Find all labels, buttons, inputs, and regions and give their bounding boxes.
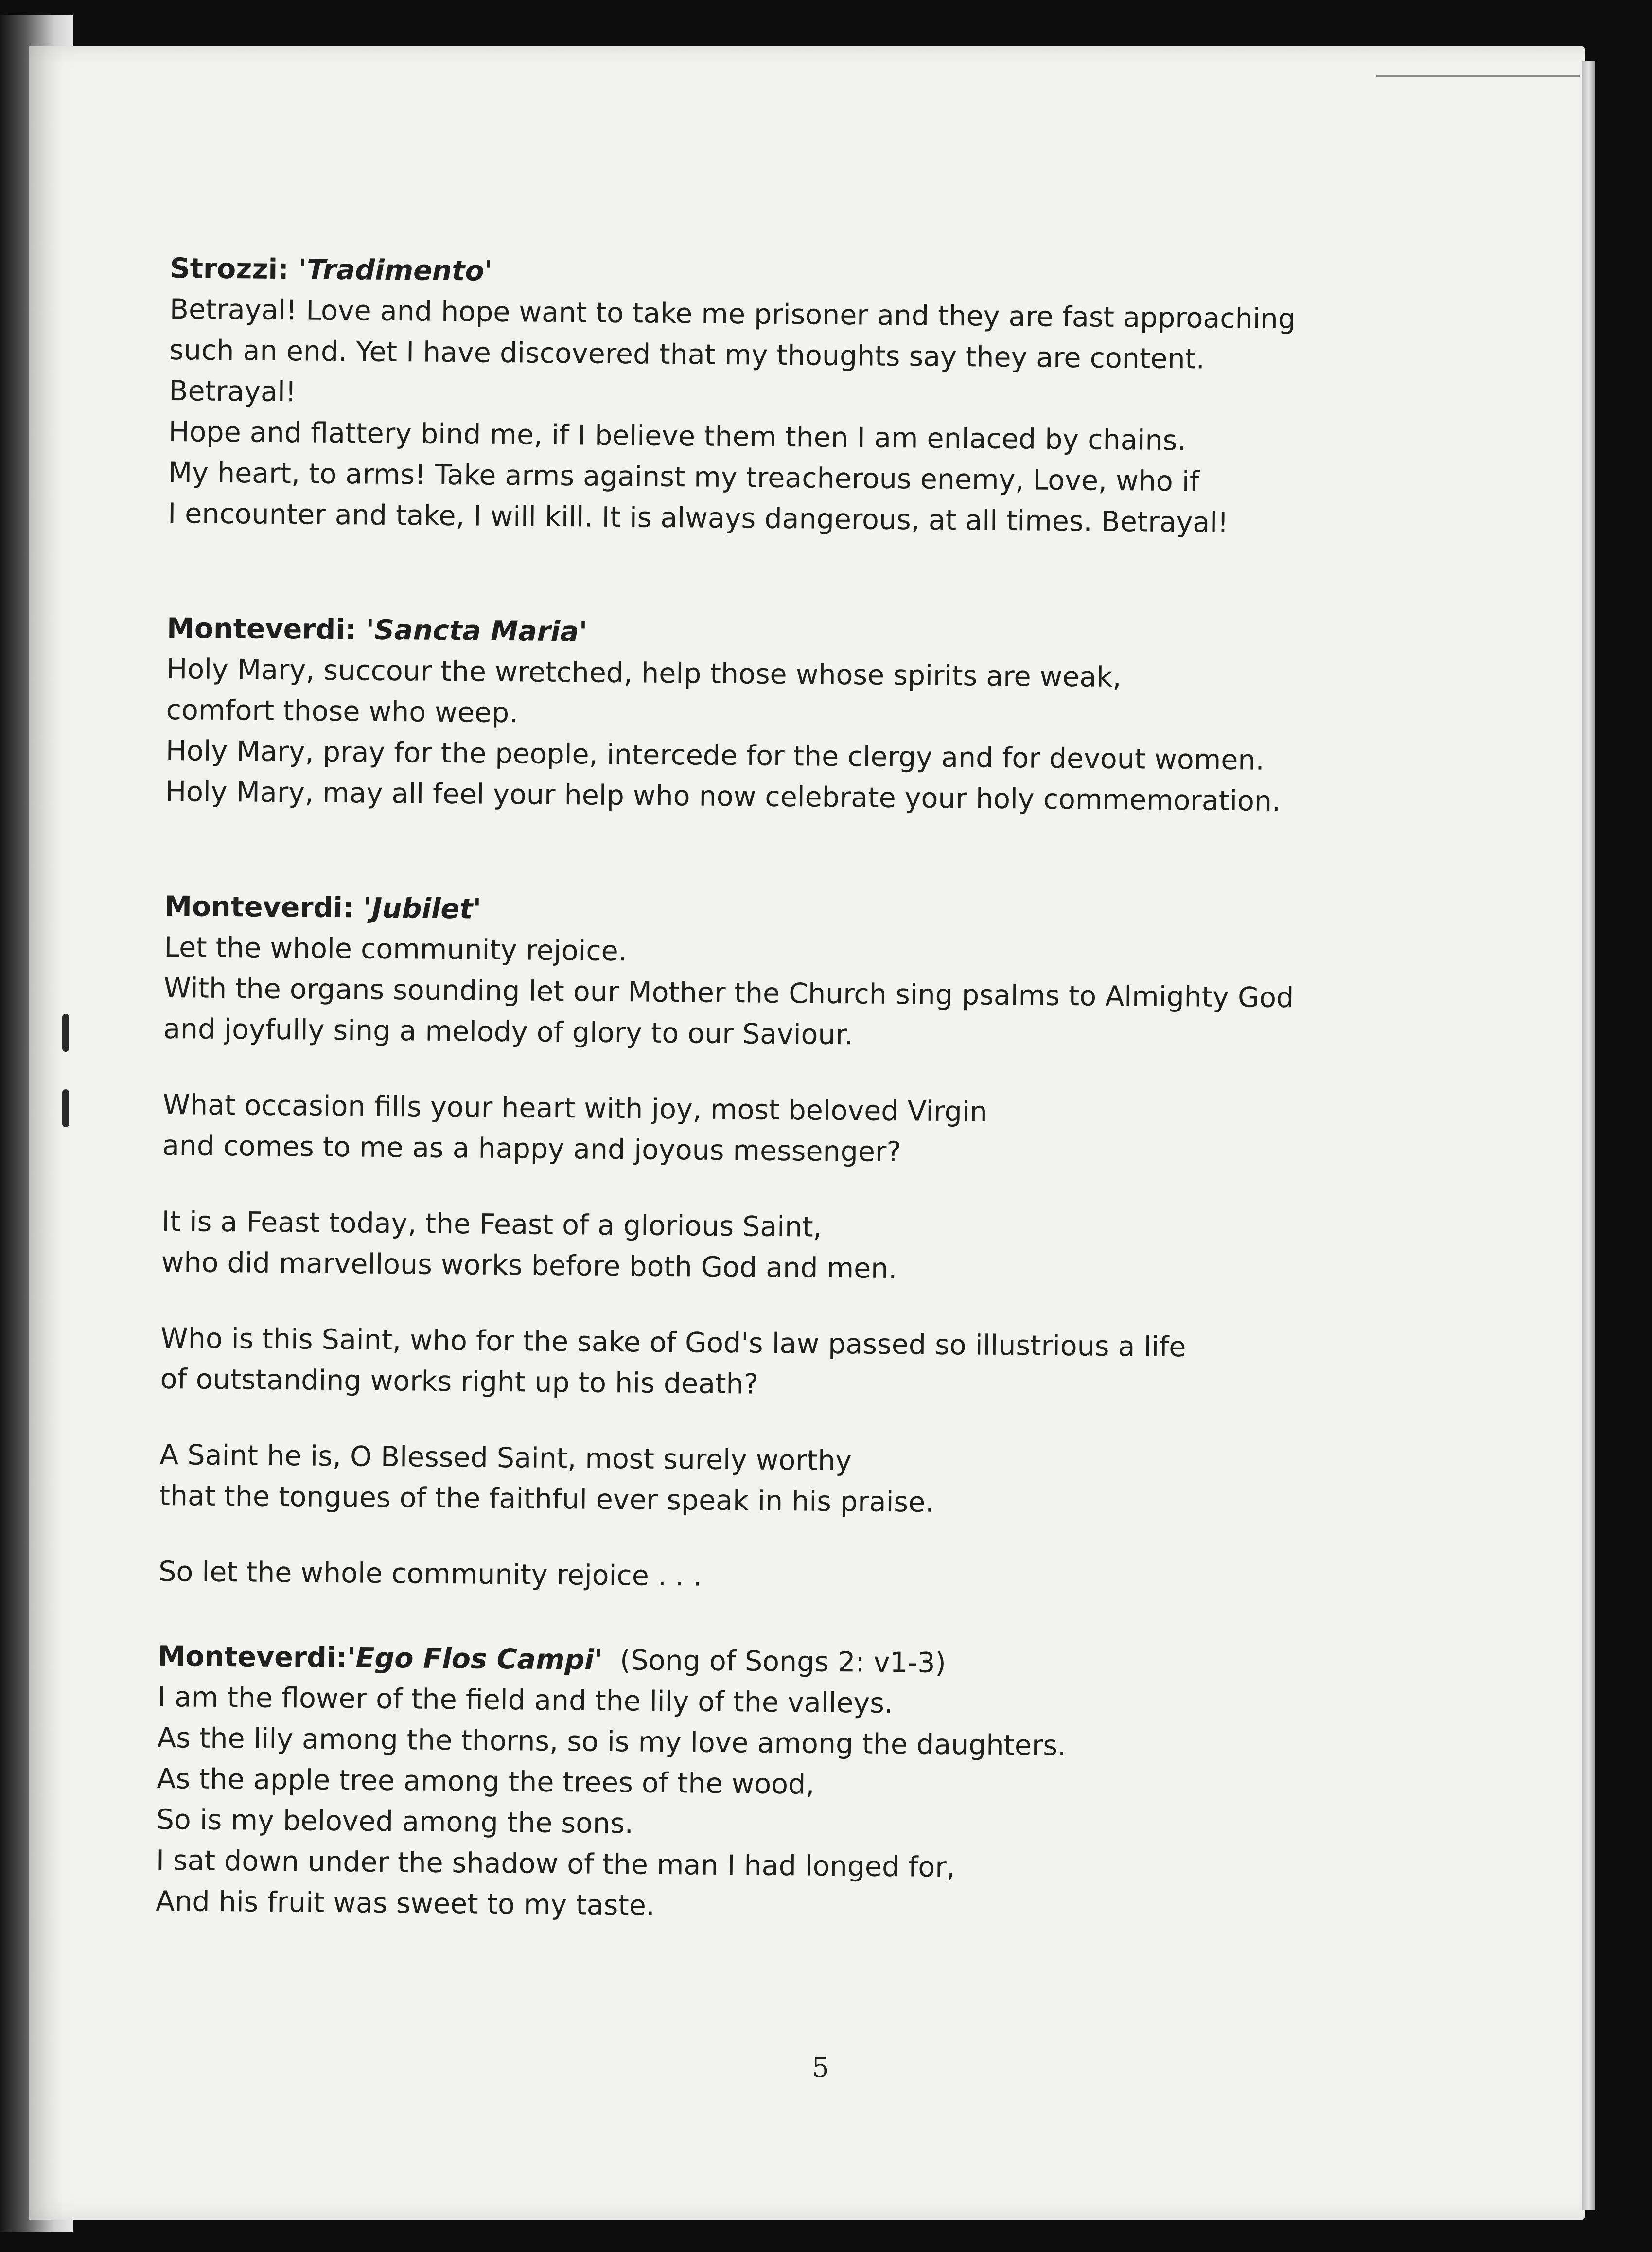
scripture-reference: (Song of Songs 2: v1-3) — [619, 1644, 947, 1680]
stanza — [161, 1201, 1503, 1294]
piece — [156, 1636, 1500, 1933]
lyric-line: Holy Mary, pray for the people, intercede for the clergy and for devout women. — [165, 734, 1265, 777]
composer-name: Monteverdi: — [166, 612, 356, 646]
lyric-line: that the tongues of the faithful ever speak in his praise. — [159, 1479, 934, 1519]
lyric-line: I sat down under the shadow of the man I had longed for, — [156, 1844, 956, 1884]
piece-title: 'Sancta Maria' — [366, 614, 588, 648]
lyric-line: What occasion fills your heart with joy, most beloved Virgin — [162, 1088, 988, 1128]
page-edge — [1582, 61, 1595, 2210]
lyric-line: Betrayal! Love and hope want to take me prisoner and they are fast approaching — [169, 293, 1296, 336]
lyric-line: Hope and flattery bind me, if I believe them then I am enlaced by chains. — [168, 415, 1186, 457]
composer-name: Monteverdi: — [158, 1640, 348, 1674]
piece — [158, 886, 1507, 1604]
piece — [165, 608, 1509, 824]
stanza — [168, 289, 1511, 546]
stanza — [159, 1435, 1501, 1528]
stanza — [156, 1677, 1499, 1933]
stanza — [158, 1551, 1501, 1604]
stanza — [163, 927, 1506, 1061]
lyric-line: Betrayal! — [169, 374, 297, 408]
lyric-line: I encounter and take, I will kill. It is always dangerous, at all times. Betrayal! — [167, 497, 1229, 539]
lyric-line: and comes to me as a happy and joyous messenger? — [162, 1129, 901, 1169]
piece-title: 'Jubilet' — [363, 892, 482, 925]
lyric-line: A Saint he is, O Blessed Saint, most surely worthy — [159, 1438, 852, 1477]
stanza — [160, 1318, 1502, 1411]
piece-title: 'Ego Flos Campi' — [347, 1642, 603, 1676]
composer-name: Strozzi: — [170, 252, 289, 286]
stanza — [162, 1084, 1505, 1178]
piece — [168, 248, 1512, 546]
lyric-line: As the lily among the thorns, so is my love among the daughters. — [157, 1721, 1067, 1762]
lyric-line: I am the flower of the field and the lily of the valleys. — [157, 1681, 894, 1720]
lyric-line: It is a Feast today, the Feast of a glorious Saint, — [161, 1205, 823, 1243]
lyric-line: With the organs sounding let our Mother the Church sing psalms to Almighty God — [163, 972, 1294, 1014]
page-number: 5 — [812, 2052, 829, 2084]
lyric-line: Let the whole community rejoice. — [164, 931, 628, 968]
lyric-line: and joyfully sing a melody of glory to our Saviour. — [163, 1012, 854, 1051]
lyric-line: My heart, to arms! Take arms against my treacherous enemy, Love, who if — [168, 456, 1200, 498]
lyric-line: And his fruit was sweet to my taste. — [156, 1885, 655, 1922]
lyric-line: Holy Mary, may all feel your help who now celebrate your holy commemoration. — [165, 775, 1281, 817]
top-rule — [1376, 75, 1580, 77]
binding-staple-mark — [62, 1014, 69, 1052]
lyric-line: such an end. Yet I have discovered that my thoughts say they are content. — [169, 334, 1205, 375]
lyric-line: who did marvellous works before both God and men. — [161, 1246, 897, 1285]
lyric-line: Who is this Saint, who for the sake of God's law passed so illustrious a life — [160, 1322, 1186, 1364]
composer-name: Monteverdi: — [164, 890, 354, 924]
lyric-line: As the apple tree among the trees of the wood, — [157, 1762, 815, 1801]
lyric-line: So let the whole community rejoice . . . — [158, 1555, 702, 1593]
lyrics-text-block — [155, 248, 1512, 2007]
piece-title: 'Tradimento' — [298, 253, 493, 287]
lyric-line: comfort those who weep. — [166, 693, 518, 729]
lyric-line: So is my beloved among the sons. — [156, 1803, 634, 1840]
lyric-line: of outstanding works right up to his death? — [160, 1363, 759, 1401]
stanza — [165, 649, 1509, 824]
binding-staple-mark — [62, 1089, 69, 1127]
lyric-line: Holy Mary, succour the wretched, help those whose spirits are weak, — [166, 653, 1122, 694]
